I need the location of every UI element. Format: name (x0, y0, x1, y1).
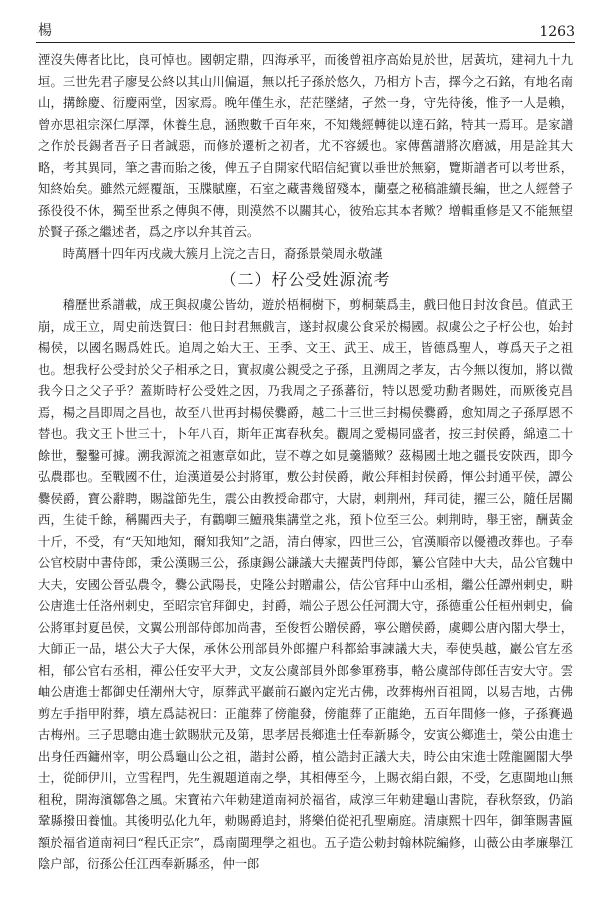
section-title: （二）杍公受姓源流考 (220, 270, 391, 289)
section-paragraph: 稽歷世系譜載，成王與叔虞公皆幼，遊於梧桐樹下，剪桐葉爲圭，戲曰他日封汝食邑。值武王崩，成王立，周史前迭賀曰：他日封君無戲言，遂封叔虞公食采於楊國。叔虞公之子杍公也，始封楊侯，以國名賜爲姓氏。追周之始大王、王季、文王、武王、成王，皆德爲聖人，尊爲天子之祖也。想我杍公受封於父子相承之日，實叔虞公親受之子孫，且溯周之孝友，古今無以復加，將以微我今日之父子乎？蓋斯時杍公受姓之因，乃我周之子孫蕃衍，特以恩愛功勳者賜姓，而厥後克昌焉，楊之昌即周之昌也，故至八世再封楊侯爨爵，越二十三世三封楊侯爨爵，愈知周之子孫厚恩不替也。我文王卜世三十，卜年八百，斯年正寓春秋矣。觀周之愛楊同盛者，按三封侯爵，綿遠二十餘世，鑿鑿可據。溯我源流之祖憲章如此，豈不尊之如見羹牆歟？茲楊國土地之疆長安陝西，即今弘農郡也。至戰國不仕，迨漢道晏公封將軍，敷公封侯爵，敞公拜相封侯爵，惲公封通平侯，譚公爨侯爵，寶公辭聘，賜諡節先生，震公由教授命郡守，大尉，剌荆州，拜司徒，擢三公，隨任居關西，生徒千餘，稱關西夫子，有鸛啣三鱣飛集講堂之兆，預卜位至三公。剌荆時，舉王密，酬黃金十斤，不受，有“天知地知，爾知我知”之語，清白傳家，四世三公，官漢順帝以優禮改葬也。子奉公官校尉中書侍郎，秉公漢賜三公，孫康錫公謙議大夫擢黃門侍郎，纂公官陸中大夫，品公官魏中大夫，安國公晉弘農令，爨公武陽長，史隆公封贈肅公，佶公官拜中山丞相，繼公任譚州剌史，畊公唐進士任洛州剌史，至昭宗官拜御史，封爵，端公子恩公任河潤大守，孫德重公任桓州剌史，倫公將軍封夏邑侯，文翼公刑部侍郎加尚書，至俊哲公贈侯爵，寧公贈侯爵，虞卿公唐內閣大學士，大師正一品，堪公大子大保，承休公刑部員外郎擢户科都給事諫議大夫，奉使吳越，巖公官左丞相，郁公官右丞相，禪公任安平大尹，文友公虞部員外郎參軍務事，輅公虞部侍郎任吉安大守。雲岫公唐進士都御史任潮州大守，原葬武平巖前石巖內定光古佛，改葬梅州百祖岡，以易吉地，古佛剪左手指甲附葬，墳左爲誌祝曰：正龍葬了傍龍發，傍龍葬了正龍絶，五百年間修一修，子孫賽過古梅州。三子思聰由進士欽賜狀元及第，思孝居長鄉進士任奉新縣令，安寅公鄉進士，榮公由進士出身任西鏞州宰，明公爲龜山公之祖，諧封公爵，植公誥封正議大夫，時公由宋進士陞龍圖閣大學士，從師伊川，立雪程門，先生親題道南之學，其相傳至今，上賜衣絹白銀，不受，乞恵閩地山無租稅，開海濱鄒魯之風。宋寶祐六年勅建道南祠於福省，咸淳三年勅建龜山書院，春秋祭致，仍諂鞏縣撥田養恤。其後明弘化九年，勅賜爵追封，將樂伯從祀孔聖廟庭。清康熙十四年，御筆賜書匾額於福省道南祠曰“程氏正宗”，爲南閩理學之祖也。五子造公勅封翰林院編修，山薇公由孝廉舉江陰户部，衍孫公任江西奉新縣丞，仲一郎 (38, 298, 573, 871)
page-body (38, 50, 573, 903)
date-signature-line: 時萬曆十四年丙戌歲大簇月上浣之吉日，裔孫景榮周永敬謹 (62, 246, 383, 261)
preface-continuation: 湮沒失傳者比比，良可悼也。國朝定鼎，四海承平，而後曾祖序高始見於世，居黃坑，建祠九十九垣。三世先君子廖旻公終以其山川偏逼，無以托子孫於悠久，乃相方卜吉，擇今之石銘，有地名南山，搆餘慶、衍慶兩堂，因家焉。晚年僅生永，茫茫墜緒，孑然一身，守先待後，惟予一人是賴，曾亦思祖宗深仁厚澤，休養生息，涵煦數千百年來，不知幾經轉徙以達石銘，特其一焉耳。是家譜之作於長錫者吾子日者誠惡，而修於遷析之初者，尤不容緩也。家傳舊譜將次磨滅，用是詮其大略，考其異同，筆之書而貽之後，俾五子自開家代昭信紀實以垂世於無窮，覽斯譜者可以考世系，知終始矣。雖然元經覆瓿，玉牒賦塵，石室之藏書幾留殘本，蘭臺之秘稿誰續長編，世之人經營子孫役役不休，獨至世系之傳與不傳，則漠然不以關其心，彼殆忘其本者歟？增輯重修是又不能無望於賢子孫之繼述者，爲之序以弁其首云。 (38, 53, 573, 239)
header-rule (36, 42, 575, 43)
running-title: 楊 (38, 23, 52, 39)
page-header (38, 18, 575, 40)
page-number: 1263 (539, 24, 575, 40)
